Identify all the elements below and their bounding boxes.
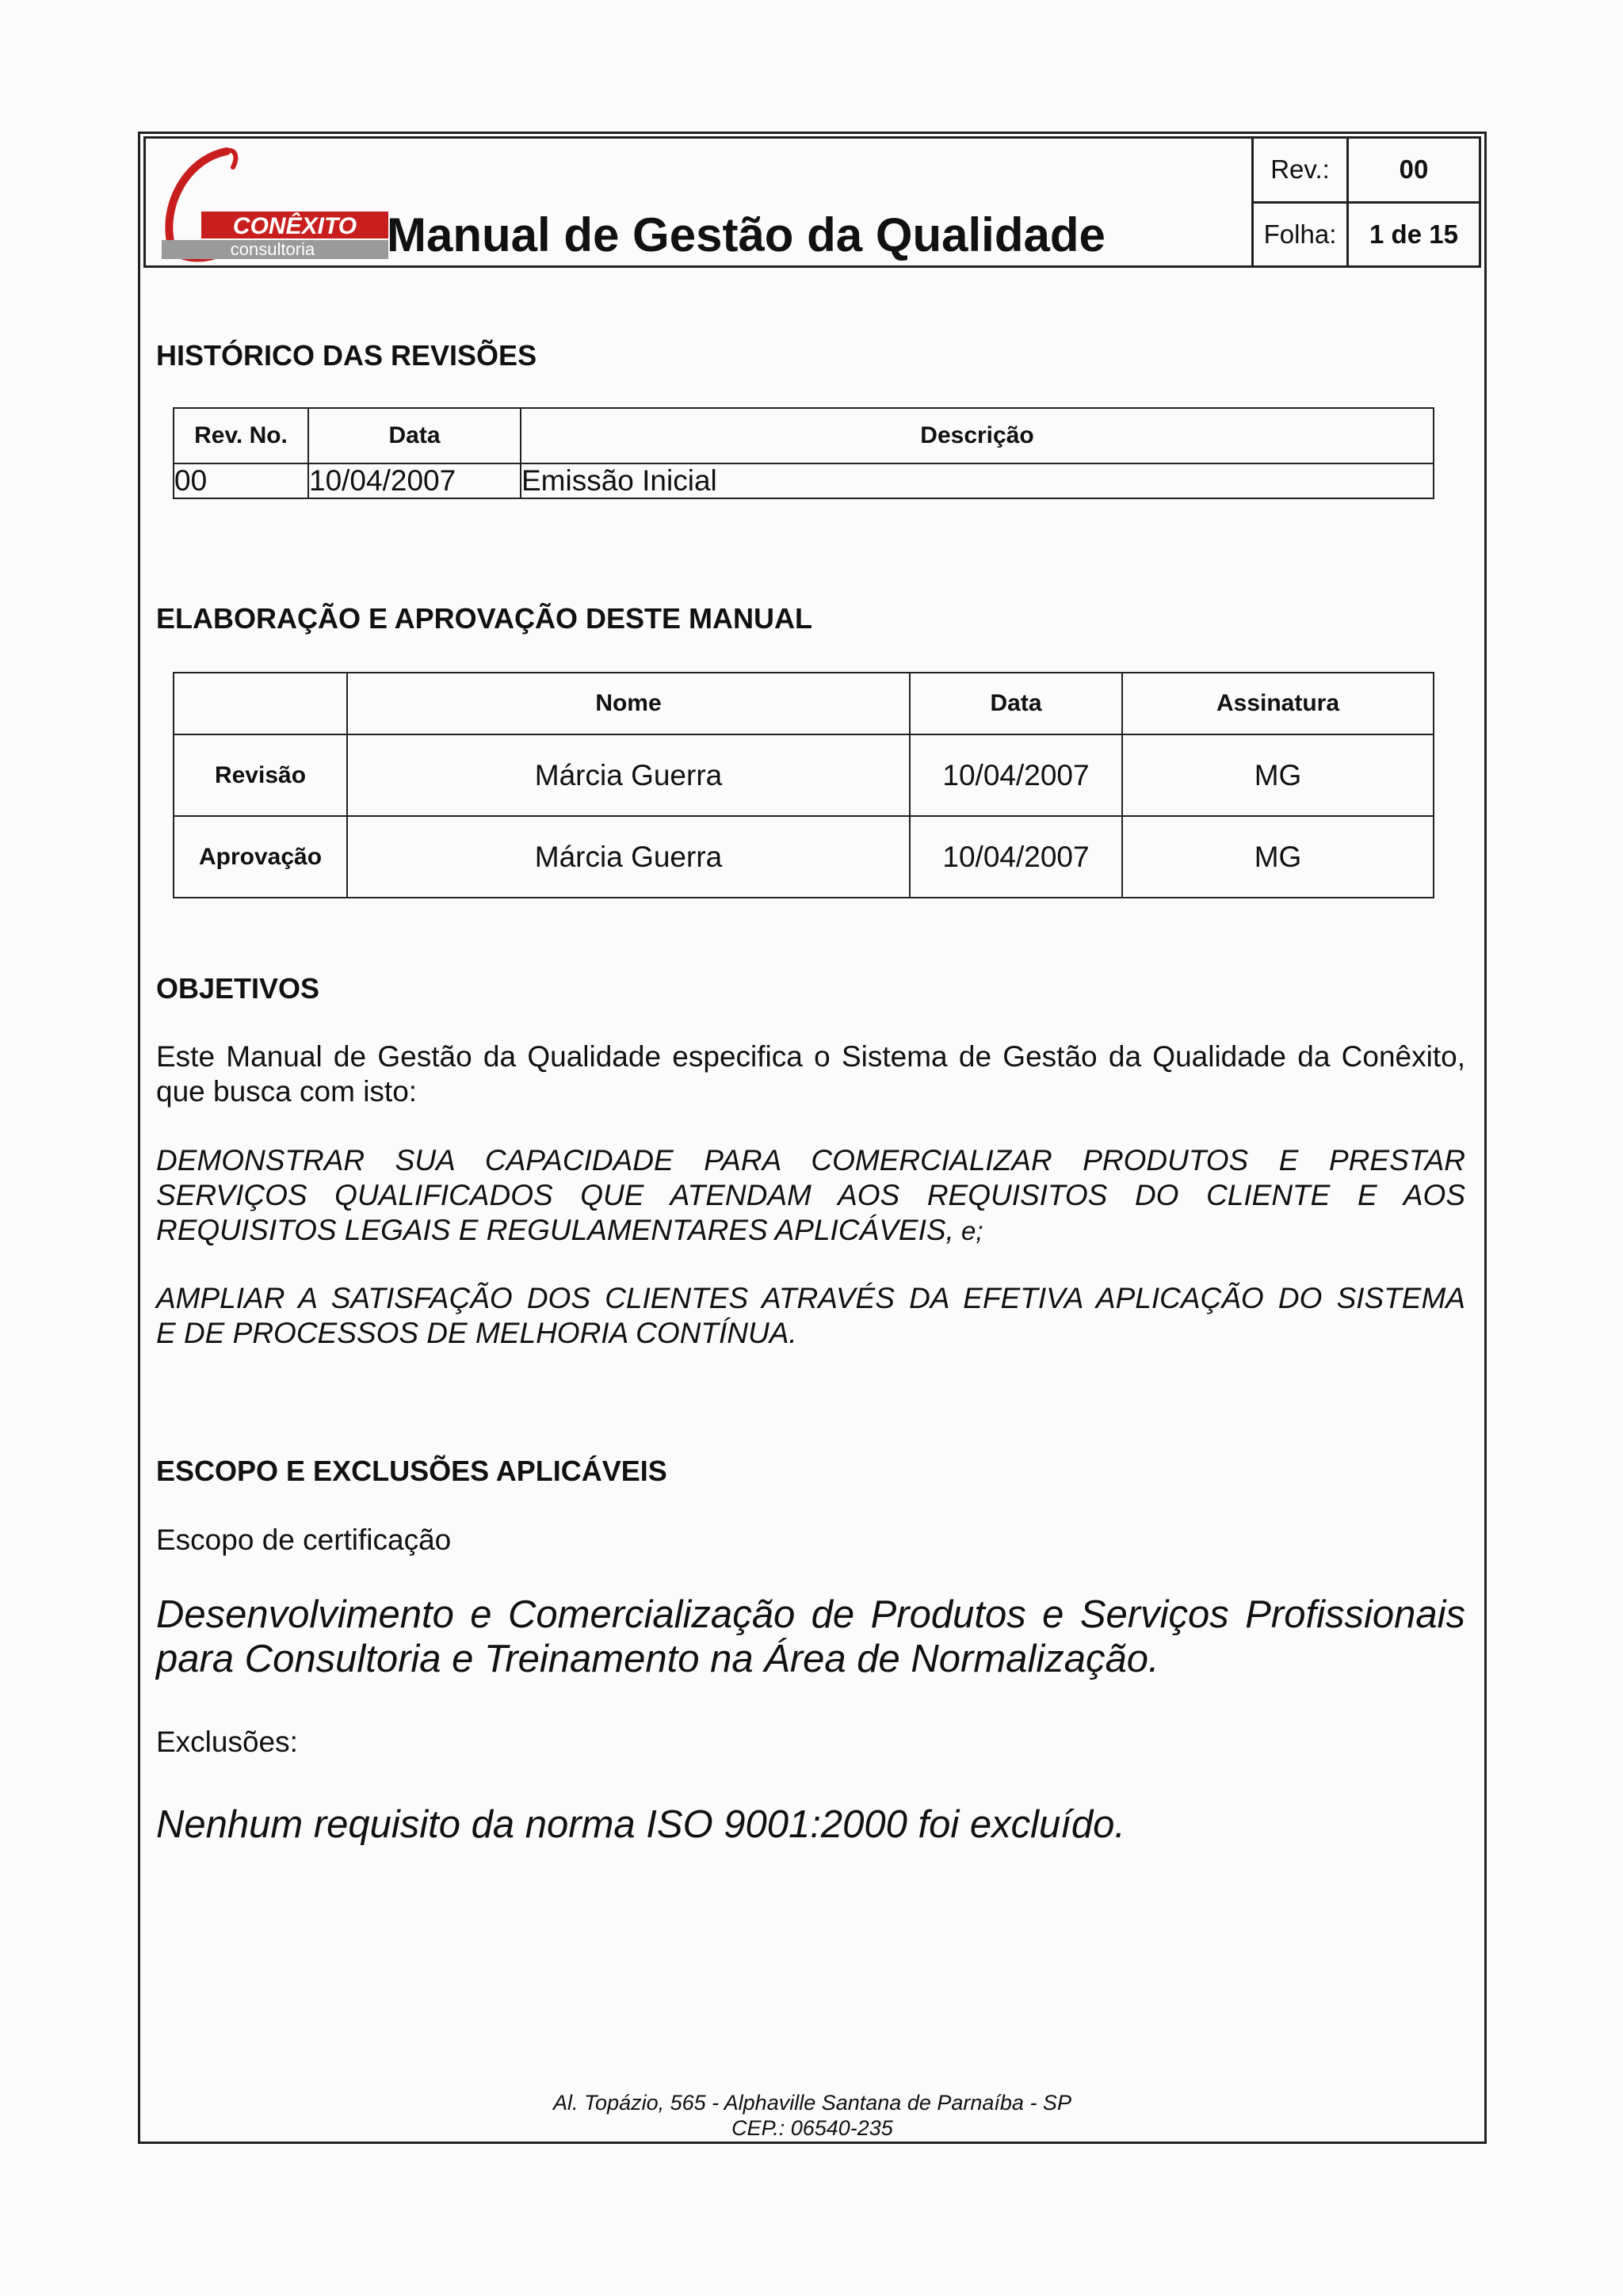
objective-line: E DE PROCESSOS DE MELHORIA CONTÍNUA.	[156, 1317, 797, 1349]
scope-label: Escopo de certificação	[156, 1524, 452, 1556]
folha-value: 1 de 15	[1348, 202, 1480, 267]
date-cell: 10/04/2007	[308, 463, 521, 498]
column-header: Descrição	[521, 408, 1434, 463]
objective-line: AMPLIAR A SATISFAÇÃO DOS CLIENTES ATRAVÉS DA EFETIVA APLICAÇÃO DO SISTEMA	[156, 1282, 1465, 1314]
elaboracao-heading: ELABORAÇÃO E APROVAÇÃO DESTE MANUAL	[156, 602, 813, 635]
company-logo	[154, 143, 391, 262]
intro-line: Este Manual de Gestão da Qualidade especifica o Sistema de Gestão da Qualidade da Conêxito,	[156, 1040, 1465, 1073]
table-header-row	[174, 408, 1434, 463]
column-header: Data	[910, 673, 1122, 734]
scope-line: Desenvolvimento e Comercialização de Produtos e Serviços Profissionais	[156, 1593, 1465, 1636]
table-header-row	[174, 673, 1434, 734]
address-line: Al. Topázio, 565 - Alphaville Santana de Parnaíba - SP	[553, 2091, 1071, 2115]
column-header: Nome	[347, 673, 910, 734]
rev-cell: 00	[174, 463, 308, 498]
signature-cell: MG	[1122, 816, 1434, 898]
objective-line: SERVIÇOS QUALIFICADOS QUE ATENDAM AOS REQUISITOS DO CLIENTE E AOS	[156, 1179, 1465, 1211]
approval-table	[173, 672, 1434, 898]
escopo-heading: ESCOPO E EXCLUSÕES APLICÁVEIS	[156, 1455, 667, 1487]
objective-line: REQUISITOS LEGAIS E REGULAMENTARES APLICÁVEIS,	[156, 1214, 954, 1246]
revision-history-table	[173, 407, 1434, 499]
column-header: Data	[308, 408, 521, 463]
scope-line: para Consultoria e Treinamento na Área de Normalização.	[156, 1638, 1159, 1680]
column-header	[174, 673, 347, 734]
signature-cell: MG	[1122, 734, 1434, 816]
revision-box	[1251, 136, 1481, 268]
row-label: Aprovação	[174, 816, 347, 898]
intro-line: que busca com isto:	[156, 1075, 418, 1108]
rev-value: 00	[1348, 138, 1480, 203]
objective-1	[156, 1143, 1465, 1249]
logo-brand-text: CONÊXITO	[232, 213, 357, 239]
column-header: Rev. No.	[174, 408, 308, 463]
column-header: Assinatura	[1122, 673, 1434, 734]
date-cell: 10/04/2007	[910, 734, 1122, 816]
historico-heading: HISTÓRICO DAS REVISÕES	[156, 339, 537, 372]
name-cell: Márcia Guerra	[347, 816, 910, 898]
exclusions-label: Exclusões:	[156, 1726, 298, 1758]
row-label: Revisão	[174, 734, 347, 816]
objective-suffix: e;	[953, 1216, 983, 1245]
cep-line: CEP.: 06540-235	[731, 2116, 893, 2140]
folha-label: Folha:	[1253, 202, 1348, 267]
objective-2	[156, 1281, 1465, 1351]
scope-text	[156, 1592, 1465, 1681]
footer-address	[138, 2090, 1487, 2141]
table-row	[174, 463, 1434, 498]
objetivos-heading: OBJETIVOS	[156, 972, 320, 1005]
document-header	[143, 136, 1481, 268]
table-row	[174, 734, 1434, 816]
table-row	[174, 816, 1434, 898]
exclusions-text: Nenhum requisito da norma ISO 9001:2000 foi excluído.	[156, 1803, 1126, 1846]
description-cell: Emissão Inicial	[521, 463, 1434, 498]
logo-sub-text: consultoria	[230, 239, 315, 259]
objective-line: DEMONSTRAR SUA CAPACIDADE PARA COMERCIALIZAR PRODUTOS E PRESTAR	[156, 1144, 1465, 1177]
rev-label: Rev.:	[1253, 138, 1348, 203]
page-title: Manual de Gestão da Qualidade	[387, 208, 1106, 261]
objetivos-intro	[156, 1039, 1465, 1109]
name-cell: Márcia Guerra	[347, 734, 910, 816]
date-cell: 10/04/2007	[910, 816, 1122, 898]
